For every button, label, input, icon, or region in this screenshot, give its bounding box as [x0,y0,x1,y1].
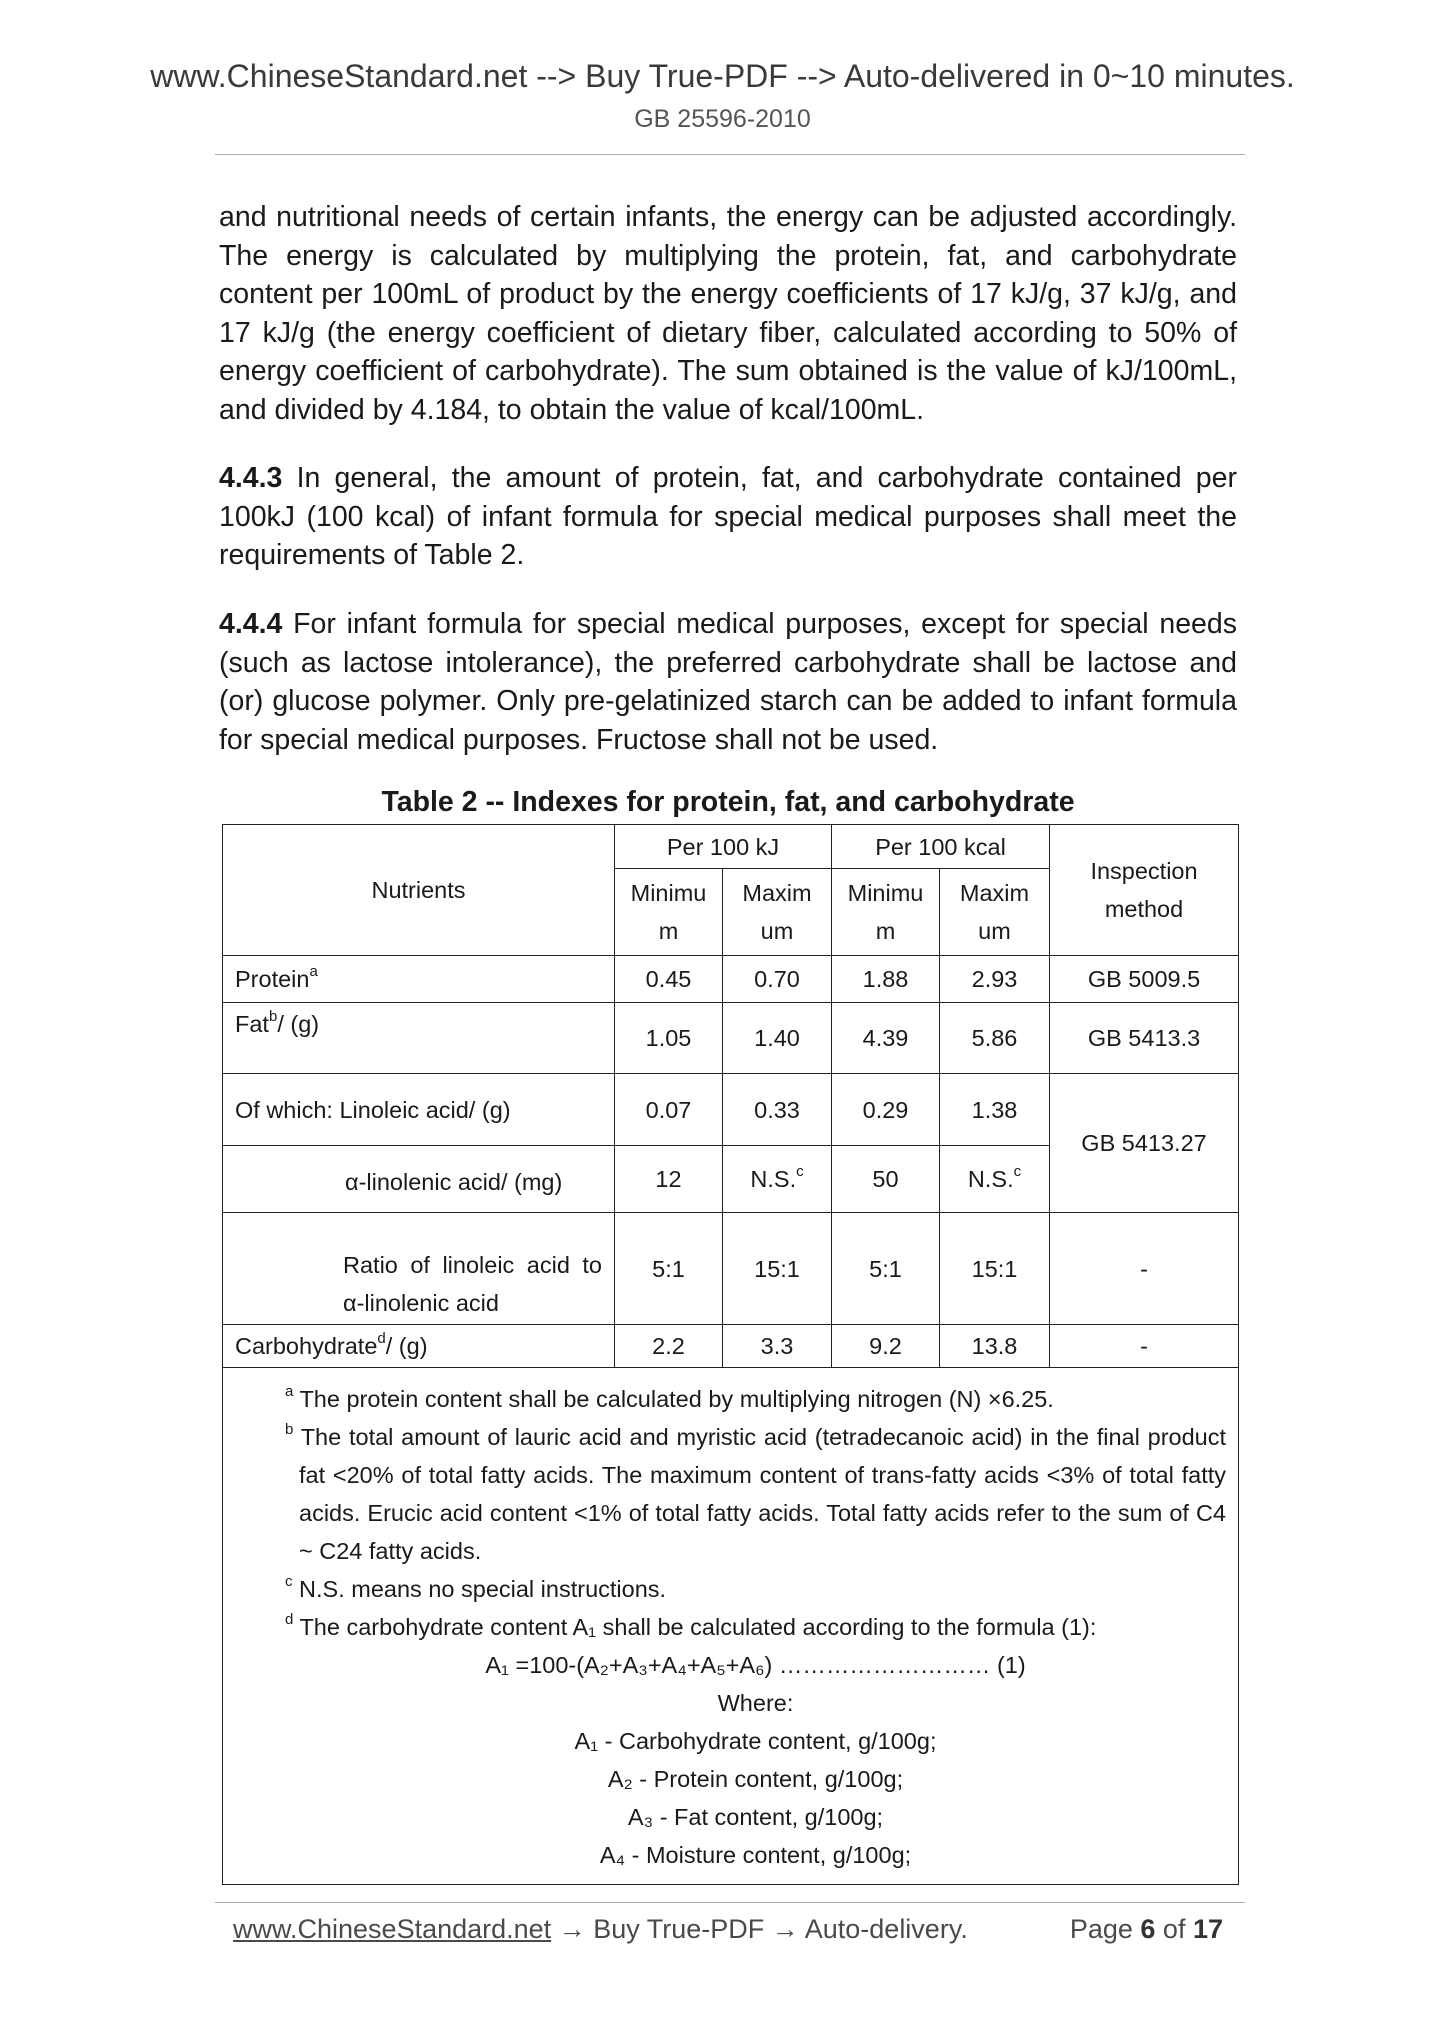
note-c [285,1570,1226,1608]
footnote-marker: c [1013,1163,1022,1181]
footnote-marker: d [377,1330,386,1348]
footer-text: → Buy True-PDF → Auto-delivery. [551,1914,968,1944]
page-total: 17 [1192,1914,1223,1944]
footnote-marker: c [285,1573,293,1591]
table-cell [723,1146,832,1213]
row-label-text: Carbohydrate [235,1333,378,1359]
table-cell: 1.40 [723,1003,832,1074]
table-row [223,1325,1239,1368]
header-banner: www.ChineseStandard.net --> Buy True-PDF --> Auto-delivered in 0~10 minutes. [150,58,1295,94]
variable-a2: A₂ - Protein content, g/100g; [607,1766,904,1792]
table-row [223,956,1239,1003]
table-cell: 0.33 [723,1074,832,1146]
note-text: N.S. means no special instructions. [299,1576,667,1602]
table-cell: 5:1 [615,1213,723,1325]
variable-a1: A₁ - Carbohydrate content, g/100g; [574,1728,937,1754]
table-cell: 15:1 [940,1213,1050,1325]
note-text: The total amount of lauric acid and myristic acid (tetradecanoic acid) in the final product fat <20% of total fatty acids. The maximum content of trans-fatty acids <3% of total fatty acids. Erucic acid content <1% of total fatty acids. Total fatty acids refer to the sum of C4 ~ C24 fatty acids. [299,1424,1227,1564]
row-label-text: α-linolenic acid/ (mg) [345,1169,563,1195]
page-of: of [1155,1914,1193,1944]
table-cell: 1.38 [940,1074,1050,1146]
table-cell: 3.3 [723,1325,832,1368]
footer-divider [215,1902,1245,1903]
table-cell: - [1050,1213,1239,1325]
page-prefix: Page [1069,1914,1141,1944]
table-cell: 12 [615,1146,723,1213]
footnote-marker: b [285,1421,294,1439]
table-cell: 1.88 [832,956,940,1003]
section-number: 4.4.3 [219,462,283,494]
row-label [223,1213,615,1325]
footnote-marker: b [268,1008,278,1026]
header-nutrients: Nutrients [223,825,615,956]
table-cell [940,1146,1050,1213]
section-number: 4.4.4 [219,608,283,640]
table-cell: 13.8 [940,1325,1050,1368]
cell-text: N.S. [967,1166,1014,1192]
header-per-100kcal: Per 100 kcal [832,825,1050,869]
cell-text: N.S. [750,1166,797,1192]
table-cell: 4.39 [832,1003,940,1074]
table-cell: GB 5009.5 [1050,956,1239,1003]
header-divider [215,154,1245,155]
table-header-row [223,825,1239,869]
note-d [285,1608,1226,1646]
row-label [223,1325,615,1368]
formula-1: A₁ =100-(A₂+A₃+A₄+A₅+A₆) ……………………… (1) [485,1652,1026,1678]
note-a [285,1380,1226,1418]
table-row [223,1213,1239,1325]
footer-link[interactable]: www.ChineseStandard.net [233,1914,552,1944]
table-caption: Table 2 -- Indexes for protein, fat, and carbohydrate [381,786,1075,818]
row-label: Of which: Linoleic acid/ (g) [223,1074,615,1146]
table-cell: 2.2 [615,1325,723,1368]
header-maximum: Maximum [723,869,832,956]
header-per-100kj: Per 100 kJ [615,825,832,869]
footnote-marker: a [309,963,318,981]
where-label: Where: [717,1690,794,1716]
table-cell: 50 [832,1146,940,1213]
paragraph-4-4-3 [219,459,1237,575]
nutrient-index-table [222,824,1239,1885]
header-minimum: Minimum [615,869,723,956]
header-maximum: Maximum [940,869,1050,956]
row-unit: / (g) [385,1333,428,1359]
paragraph-4-4-4 [219,605,1237,759]
page-number: 6 [1140,1914,1156,1944]
note-text: The protein content shall be calculated by multiplying nitrogen (N) ×6.25. [299,1386,1054,1412]
page-indicator [1070,1914,1223,1945]
table-cell: 0.45 [615,956,723,1003]
paragraph-energy: and nutritional needs of certain infants, the energy can be adjusted accordingly. The energy is calculated by multiplying the protein, fat, and carbohydrate content per 100mL of product by the energy coefficients of 17 kJ/g, 37 kJ/g, and 17 kJ/g (the energy coefficient of dietary fiber, calculated according to 50% of energy coefficient of carbohydrate). The sum obtained is the value of kJ/100mL, and divided by 4.184, to obtain the value of kcal/100mL. [219,201,1237,426]
footnote-marker: d [285,1611,294,1629]
paragraph-text: For infant formula for special medical purposes, except for special needs (such as lactose intolerance), the preferred carbohydrate shall be lactose and (or) glucose polymer. Only pre-gelatinized starch can be added to infant formula for special medical purposes. Fructose shall not be used. [219,608,1237,756]
variable-a3: A₃ - Fat content, g/100g; [627,1804,884,1830]
standard-number: GB 25596-2010 [634,105,811,133]
table-cell: 0.29 [832,1074,940,1146]
paragraph-text: In general, the amount of protein, fat, and carbohydrate contained per 100kJ (100 kcal) of infant formula for special medical purposes shall meet the requirements of Table 2. [219,462,1237,571]
table-cell: 0.07 [615,1074,723,1146]
header-inspection-method: Inspection method [1050,825,1239,956]
row-label [223,1003,615,1074]
variable-a4: A₄ - Moisture content, g/100g; [599,1842,912,1868]
table-cell: GB 5413.3 [1050,1003,1239,1074]
row-unit: / (g) [277,1011,320,1037]
table-notes [223,1368,1239,1885]
table-cell: 1.05 [615,1003,723,1074]
header-minimum: Minimum [832,869,940,956]
row-label [223,956,615,1003]
note-b [285,1418,1226,1570]
table-cell: 0.70 [723,956,832,1003]
row-label-text: Fat [235,1011,269,1037]
footnote-marker: c [796,1163,804,1181]
table-row [223,1003,1239,1074]
note-text: The carbohydrate content A₁ shall be calculated according to the formula (1): [299,1614,1097,1640]
footnote-marker: a [285,1383,294,1401]
table-cell: 15:1 [723,1213,832,1325]
table-row [223,1074,1239,1146]
table-cell: 5:1 [832,1213,940,1325]
table-cell: 5.86 [940,1003,1050,1074]
footer [233,1914,1223,1945]
table-cell: 9.2 [832,1325,940,1368]
table-cell: GB 5413.27 [1050,1074,1239,1213]
row-label-text: Ratio of linoleic acid to α-linolenic acid [343,1252,602,1316]
table-cell: - [1050,1325,1239,1368]
row-label [223,1146,615,1213]
table-cell: 2.93 [940,956,1050,1003]
table-notes-row [223,1368,1239,1885]
row-label-text: Protein [235,966,310,992]
